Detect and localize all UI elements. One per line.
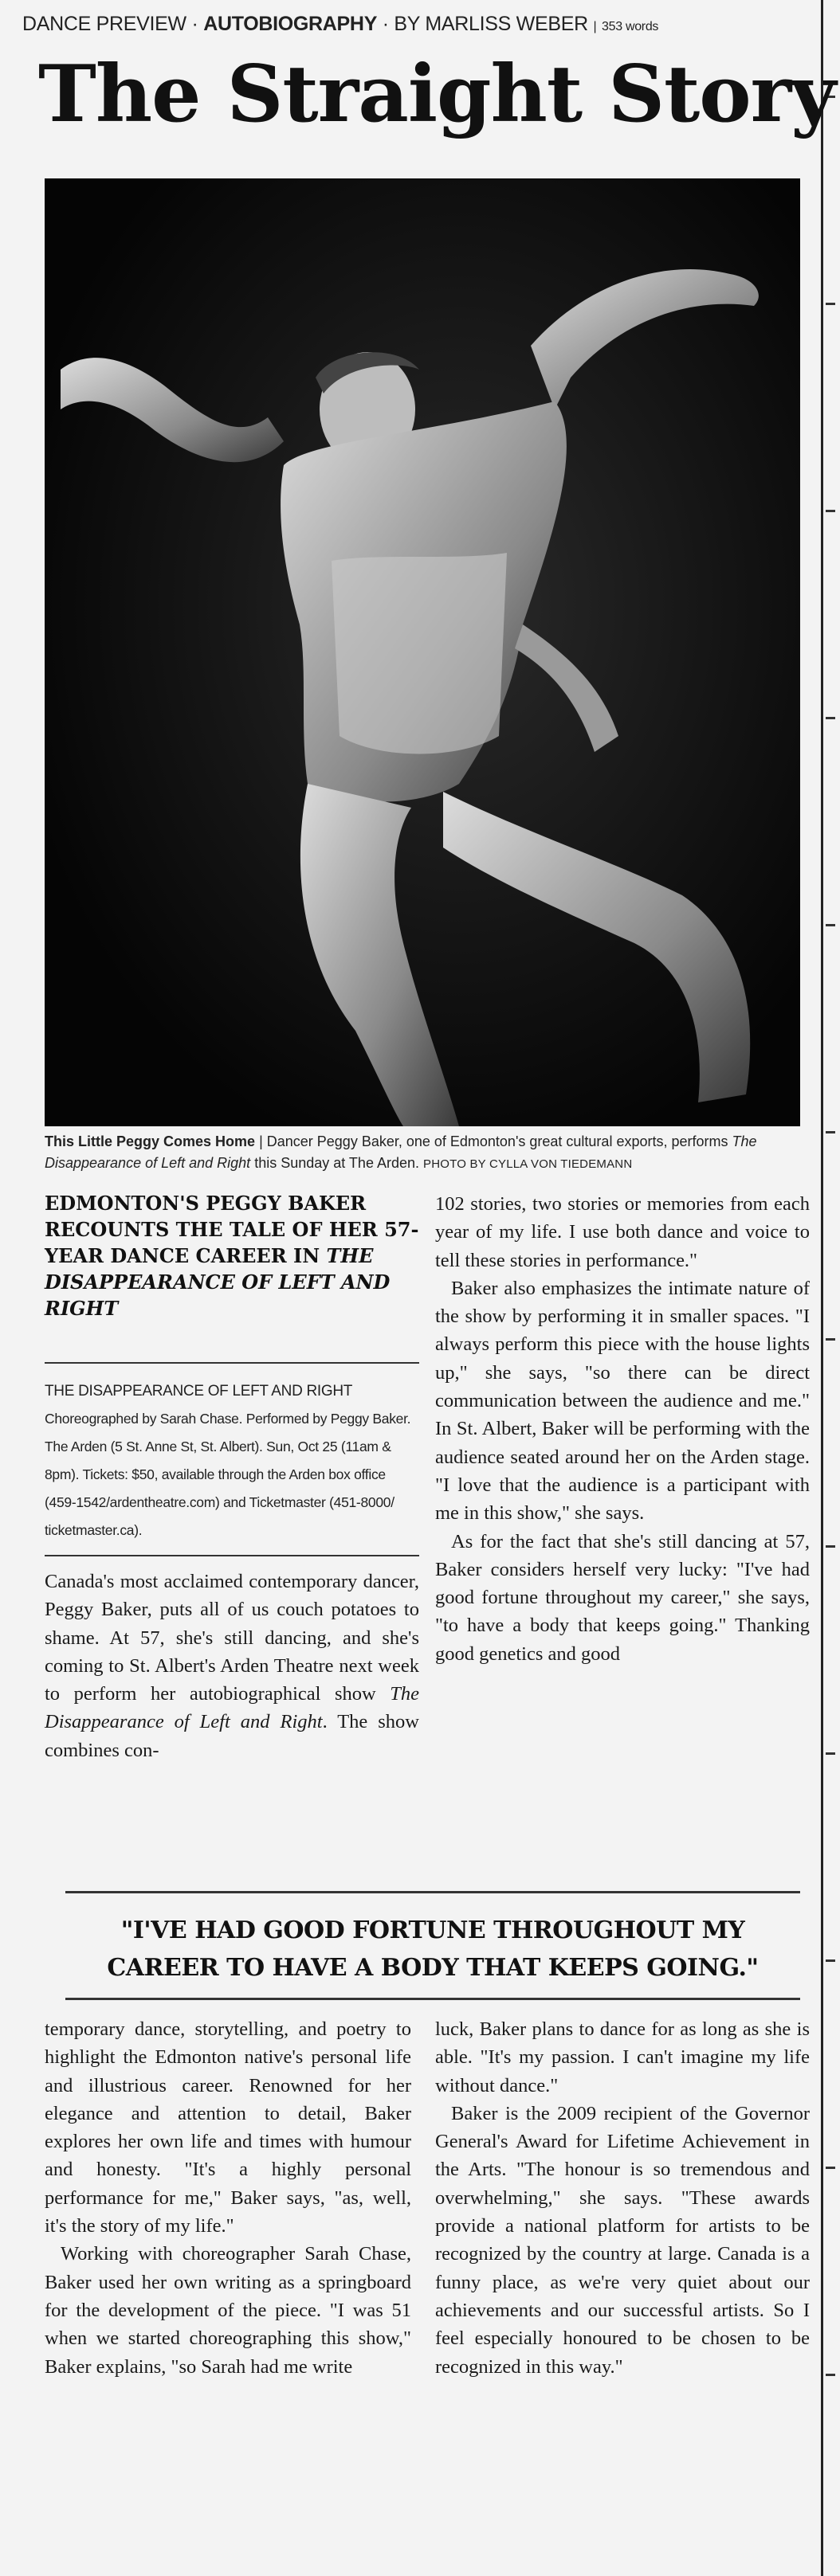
section-label: DANCE PREVIEW xyxy=(22,13,186,35)
photo-caption: This Little Peggy Comes Home | Dancer Peggy Baker, one of Edmonton's great cultural exports, performs The Disappearance of Left and Right this Sunday at The Arden. PHOTO BY CYLLA VON TIEDEMANN xyxy=(45,1133,757,1171)
page-edge-ticks xyxy=(826,0,837,2576)
body-paragraph: As for the fact that she's still dancing at 57, Baker considers herself very lucky: "I've had good fortune throughout my career," she says, "to have a body that keeps going." Thanking good genetics and good xyxy=(435,1530,810,1665)
infobox-details: Choreographed by Sarah Chase. Performed by Peggy Baker. The Arden (5 St. Anne St, St. Albert). Sun, Oct 25 (11am & 8pm). Tickets: $50, available through the Arden box office (459-1542/ardentheatre.com) and Ticketmaster (451-8000/ ticketmaster.ca). xyxy=(45,1411,411,1538)
body-paragraph: Canada's most acclaimed contemporary dancer, Peggy Baker, puts all of us couch potatoes to shame. At 57, she's still dancing, and she's coming to St. Albert's Arden Theatre next week to perform her autobiographical show xyxy=(45,1571,419,1705)
pullquote-top-rule xyxy=(65,1891,800,1893)
body-column-3 xyxy=(45,2015,411,2381)
photo-credit: PHOTO BY CYLLA VON TIEDEMANN xyxy=(423,1157,633,1171)
deck-show-title: THE DISAPPEARANCE OF LEFT AND RIGHT xyxy=(45,1244,391,1320)
page-title: The Straight Story xyxy=(38,49,836,140)
article-deck xyxy=(45,1190,419,1321)
category-label: AUTOBIOGRAPHY xyxy=(203,13,378,35)
event-info-box xyxy=(45,1377,419,1544)
body-paragraph: Baker also emphasizes the intimate nature of the show by performing it in smaller spaces. "I always perform this piece with the house lights up," she says, "so there can be direct communication between the audience and me." In St. Albert, Baker will be performing with the audience seated around her on the Arden stage. "I love that the audience is a participant with me in this show," she says. xyxy=(435,1277,810,1525)
page-edge-rule xyxy=(821,0,823,2576)
body-show-title: The Disappearance of Left and Right xyxy=(45,1683,420,1733)
pullquote-bottom-rule xyxy=(65,1998,800,2000)
body-paragraph: 102 stories, two stories or memories from each year of my life. I use both dance and voice to tell these stories in performance." xyxy=(435,1193,810,1271)
caption-title: This Little Peggy Comes Home xyxy=(45,1133,256,1149)
body-paragraph: Baker is the 2009 recipient of the Governor General's Award for Lifetime Achievement in the Arts. "The honour is so tremendous and overwhelming," she says. "These awards provide a national platform for artists to be recognized by the country at large. Canada is a funny place, as we're very quiet about our achievements and our successful artists. So I feel especially honoured to be chosen to be recognized in this way." xyxy=(435,2102,810,2378)
word-count: 353 words xyxy=(602,20,659,33)
caption-show-title: The Disappearance of Left and Right xyxy=(45,1133,757,1171)
body-paragraph: luck, Baker plans to dance for as long as she is able. "It's my passion. I can't imagine my life without dance." xyxy=(435,2018,810,2096)
deck-text: EDMONTON'S PEGGY BAKER RECOUNTS THE TALE OF HER 57-YEAR DANCE CAREER IN xyxy=(45,1192,419,1267)
body-column-1 xyxy=(45,1568,419,1764)
article-kicker: DANCE PREVIEW · AUTOBIOGRAPHY · BY MARLISS WEBER | 353 words xyxy=(22,13,659,35)
infobox-bottom-rule xyxy=(45,1555,419,1556)
body-column-2 xyxy=(435,1190,810,1668)
body-column-4 xyxy=(435,2015,810,2381)
caption-tail: this Sunday at The Arden. xyxy=(254,1155,419,1171)
body-paragraph: Working with choreographer Sarah Chase, Baker used her own writing as a springboard for the development of the piece. "I was 51 when we started choreographing this show," Baker explains, "so Sarah had me write xyxy=(45,2243,411,2378)
dancer-photo xyxy=(45,178,800,1126)
article-page xyxy=(14,0,836,2576)
pull-quote: "I'VE HAD GOOD FORTUNE THROUGHOUT MY CAREER TO HAVE A BODY THAT KEEPS GOING." xyxy=(107,1916,759,1982)
body-paragraph: temporary dance, storytelling, and poetry to highlight the Edmonton native's personal life and illustrious career. Renowned for her elegance and attention to detail, Baker explores her own life and times with humour and honesty. "It's a highly personal performance for me," Baker says, "as, well, it's the story of my life." xyxy=(45,2018,411,2237)
body-paragraph-tail: . The show combines con- xyxy=(45,1711,419,1761)
caption-text: Dancer Peggy Baker, one of Edmonton's great cultural exports, performs xyxy=(266,1133,728,1149)
byline: BY MARLISS WEBER xyxy=(394,13,588,35)
infobox-title: THE DISAPPEARANCE OF LEFT AND RIGHT xyxy=(45,1383,353,1400)
infobox-top-rule xyxy=(45,1362,419,1364)
